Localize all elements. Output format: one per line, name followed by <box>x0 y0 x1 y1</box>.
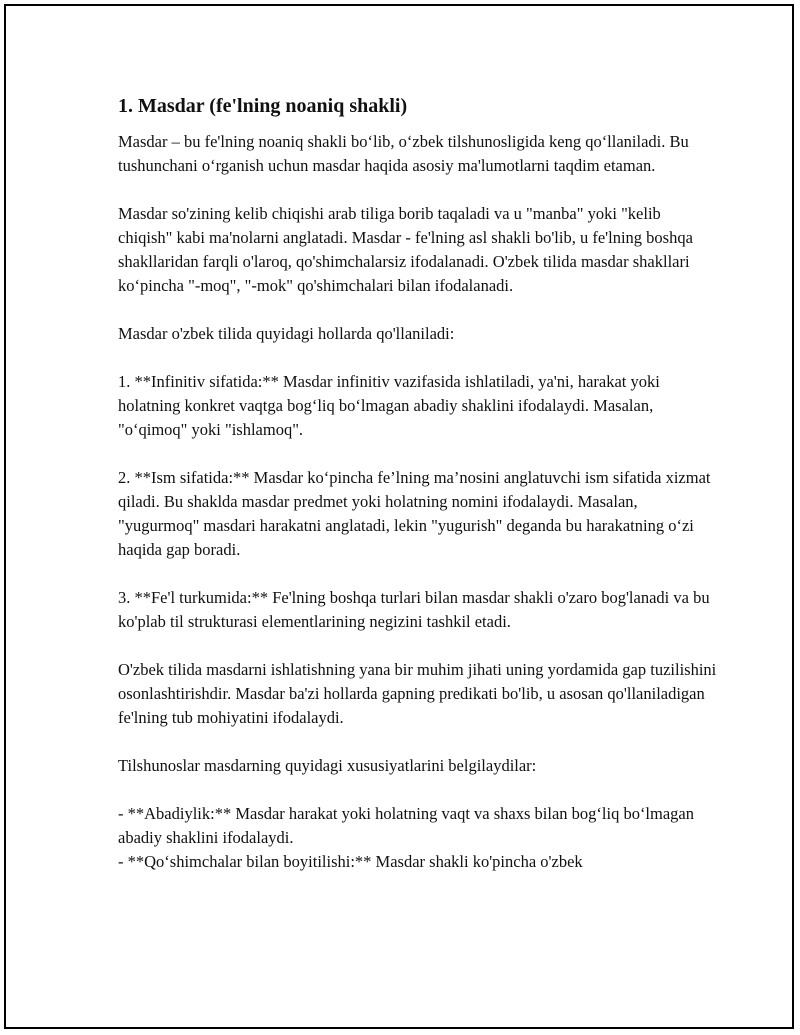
paragraph-syntax: O'zbek tilida masdarni ishlatishning yana bir muhim jihati uning yordamida gap tuzilishini osonlashtirishdir. Masdar ba'zi hollarda gapning predikati bo'lib, u asosan qo'llaniladigan fe'lning tub mohiyatini ifodalaydi. <box>118 660 717 727</box>
bullet-item-qoshimchalar: - **Qo‘shimchalar bilan boyitilishi:** Masdar shakli ko'pincha o'zbek <box>118 852 583 871</box>
bullet-item-abadiylik: - **Abadiylik:** Masdar harakat yoki holatning vaqt va shaxs bilan bog‘liq bo‘lmagan abadiy shaklini ifodalaydi. <box>118 804 695 847</box>
paragraph-verb-category: 3. **Fe'l turkumida:** Fe'lning boshqa turlari bilan masdar shakli o'zaro bog'lanadi va bu ko'plab til strukturasi elementlarining negizini tashkil etadi. <box>118 588 710 631</box>
paragraph-usage-intro: Masdar o'zbek tilida quyidagi hollarda qo'llaniladi: <box>118 324 455 343</box>
paragraph-noun: 2. **Ism sifatida:** Masdar ko‘pincha fe’lning ma’nosini anglatuvchi ism sifatida xizmat qiladi. Bu shaklda masdar predmet yoki holatning nomini ifodalaydi. Masalan, "yugurmoq" masdari harakatni anglatadi, lekin "yugurish" deganda bu harakatning o‘zi haqida gap boradi. <box>118 468 711 559</box>
section-heading: 1. Masdar (fe'lning noaniq shakli) <box>118 95 408 117</box>
document-body <box>118 92 718 874</box>
paragraph-definition: Masdar – bu fe'lning noaniq shakli bo‘lib, o‘zbek tilshunosligida keng qo‘llaniladi. Bu tushunchani o‘rganish uchun masdar haqida asosiy ma'lumotlarni taqdim etaman. <box>118 132 689 175</box>
paragraph-properties-intro: Tilshunoslar masdarning quyidagi xususiyatlarini belgilaydilar: <box>118 756 537 775</box>
paragraph-origin: Masdar so'zining kelib chiqishi arab tiliga borib taqaladi va u "manba" yoki "kelib chiqish" kabi ma'nolarni anglatadi. Masdar - fe'lning asl shakli bo'lib, u fe'lning boshqa shakllaridan farqli o'laroq, qo'shimchalarsiz ifodalanadi. O'zbek tilida masdar shakllari ko‘pincha "-moq", "-mok" qo'shimchalari bilan ifodalanadi. <box>118 204 693 295</box>
paragraph-infinitive: 1. **Infinitiv sifatida:** Masdar infinitiv vazifasida ishlatiladi, ya'ni, harakat yoki holatning konkret vaqtga bog‘liq bo‘lmagan abadiy shaklini ifodalaydi. Masalan, "o‘qimoq" yoki "ishlamoq". <box>118 372 660 439</box>
